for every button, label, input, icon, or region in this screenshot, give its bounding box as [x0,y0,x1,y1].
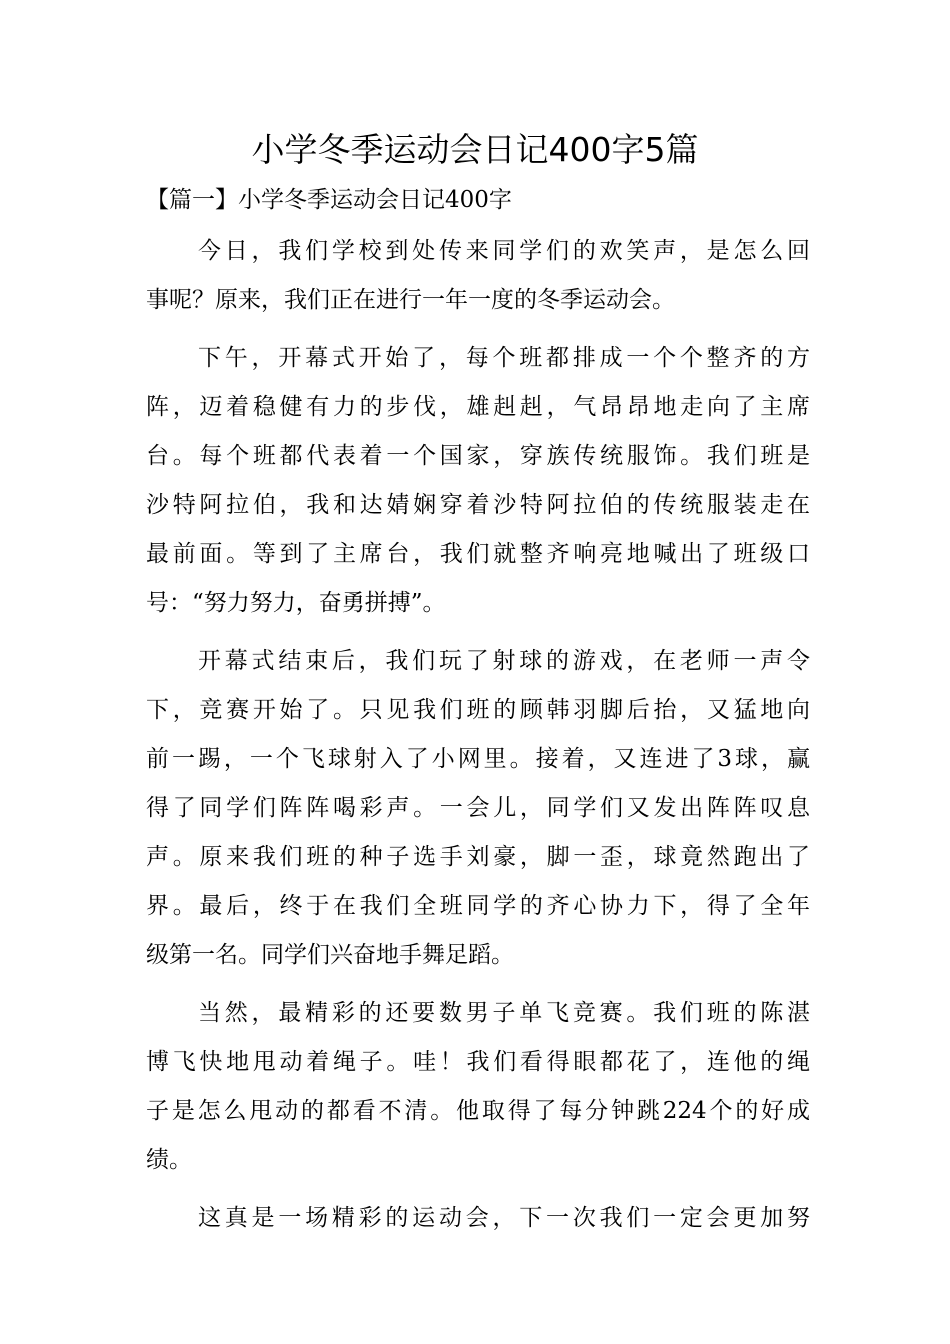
text-line: 界。最后，终于在我们全班同学的齐心协力下，得了全年 [146,893,810,919]
text-line: 台。每个班都代表着一个国家，穿族传统服饰。我们班是 [146,443,810,469]
paragraph [146,1194,810,1243]
text-line: 博飞快地甩动着绳子。哇！我们看得眼都花了，连他的绳 [146,1049,810,1075]
text-line: 绩。 [146,1147,192,1173]
text-line: 下，竞赛开始了。只见我们班的顾韩羽脚后抬，又猛地向 [146,697,810,723]
text-line: 级第一名。同学们兴奋地手舞足蹈。 [146,942,514,968]
document-title: 小学冬季运动会日记400字5篇 [251,130,699,169]
paragraph [146,989,810,1185]
text-line: 声。原来我们班的种子选手刘豪，脚一歪，球竟然跑出了 [146,844,810,870]
text-line: 号：“努力努力，奋勇拼搏”。 [146,590,446,616]
paragraph [146,227,810,325]
paragraph [146,637,810,980]
text-line: 阵，迈着稳健有力的步伐，雄赳赳，气昂昂地走向了主席 [146,394,810,420]
text-line: 最前面。等到了主席台，我们就整齐响亮地喊出了班级口 [146,541,810,567]
paragraph [146,334,810,628]
text-line: 前一踢，一个飞球射入了小网里。接着，又连进了3球，赢 [146,746,810,772]
text-line: 这真是一场精彩的运动会，下一次我们一定会更加努 [198,1205,810,1231]
text-line: 子是怎么甩动的都看不清。他取得了每分钟跳224个的好成 [146,1098,810,1124]
text-line: 今日，我们学校到处传来同学们的欢笑声，是怎么回 [198,238,810,264]
text-line: 开幕式结束后，我们玩了射球的游戏，在老师一声令 [198,648,810,674]
text-line: 沙特阿拉伯，我和达婧娴穿着沙特阿拉伯的传统服装走在 [146,492,810,518]
text-line: 得了同学们阵阵喝彩声。一会儿，同学们又发出阵阵叹息 [146,795,810,821]
text-line: 事呢？原来，我们正在进行一年一度的冬季运动会。 [146,287,675,313]
text-line: 下午，开幕式开始了，每个班都排成一个个整齐的方 [198,345,810,371]
text-line: 当然，最精彩的还要数男子单飞竞赛。我们班的陈湛 [198,1000,810,1026]
document-body [146,227,810,1243]
section-heading: 【篇一】小学冬季运动会日记400字 [146,187,512,213]
